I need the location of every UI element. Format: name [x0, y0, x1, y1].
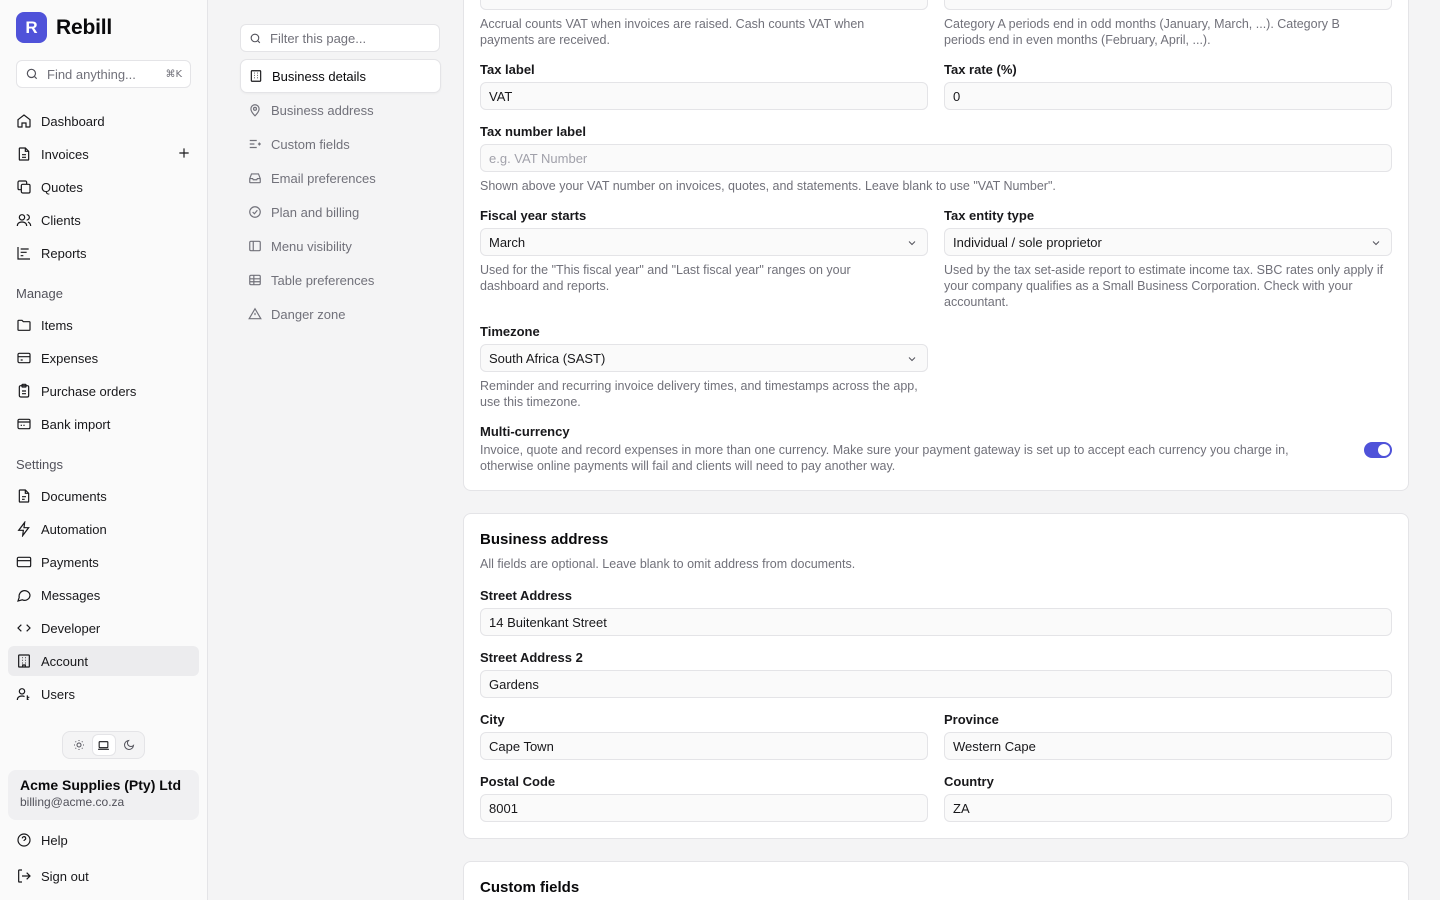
file-icon [16, 146, 32, 162]
nav-item-dashboard[interactable] [8, 106, 199, 136]
folder-icon [16, 317, 32, 333]
street-address-2-label: Street Address 2 [480, 650, 583, 665]
province-input[interactable]: Western Cape [944, 732, 1392, 760]
fiscal-year-label: Fiscal year starts [480, 208, 587, 223]
home-icon [16, 113, 32, 129]
subnav-label: Business address [271, 102, 374, 118]
tax-rate-label: Tax rate (%) [944, 62, 1017, 77]
search-icon [249, 32, 262, 45]
accounting-basis-hint: Accrual counts VAT when invoices are raised. Cash counts VAT when payments are received. [480, 17, 865, 47]
sidebar [0, 0, 208, 900]
nav-item-label: Users [41, 686, 75, 702]
nav-item-account[interactable] [8, 646, 199, 676]
nav-item-documents[interactable] [8, 481, 199, 511]
timezone-hint: Reminder and recurring invoice delivery times, and timestamps across the app, use this timezone. [480, 379, 918, 409]
multi-currency-toggle[interactable] [1364, 442, 1392, 458]
sign-out-label: Sign out [41, 868, 89, 884]
subnav-business-address[interactable] [240, 93, 441, 127]
settings-subnav [208, 0, 463, 900]
manage-heading: Manage [16, 286, 63, 301]
nav-item-label: Reports [41, 245, 87, 261]
nav-item-invoices[interactable] [8, 139, 199, 169]
building-icon [249, 69, 263, 83]
copy-icon [16, 179, 32, 195]
tax-rate-input[interactable]: 0 [944, 82, 1392, 110]
bolt-icon [16, 521, 32, 537]
company-email: billing@acme.co.za [20, 795, 125, 809]
nav-item-users[interactable] [8, 679, 199, 709]
brand[interactable] [16, 12, 112, 43]
sign-out-link[interactable] [8, 861, 199, 891]
table-icon [248, 273, 262, 287]
nav-item-label: Automation [41, 521, 107, 537]
search-icon [25, 67, 39, 81]
nav-item-label: Payments [41, 554, 99, 570]
subnav-label: Menu visibility [271, 238, 352, 254]
subnav-email-preferences[interactable] [240, 161, 441, 195]
chart-icon [16, 245, 32, 261]
chevron-down-icon [1370, 237, 1382, 249]
moon-icon [123, 739, 135, 751]
street-address-input[interactable]: 14 Buitenkant Street [480, 608, 1392, 636]
nav-item-expenses[interactable] [8, 343, 199, 373]
subnav-label: Danger zone [271, 306, 346, 322]
vat-category-hint: Category A periods end in odd months (January, March, ...). Category B periods end in even months (February, April, ...). [944, 17, 1340, 47]
map-pin-icon [248, 103, 262, 117]
tax-entity-label: Tax entity type [944, 208, 1035, 223]
nav-item-quotes[interactable] [8, 172, 199, 202]
tax-entity-value: Individual / sole proprietor [953, 234, 1102, 250]
theme-switcher [62, 731, 145, 759]
theme-dark-button[interactable] [118, 735, 140, 755]
tax-label-label: Tax label [480, 62, 535, 77]
nav-item-label: Dashboard [41, 113, 105, 129]
nav-item-bank-import[interactable] [8, 409, 199, 439]
bank-icon [16, 416, 32, 432]
fiscal-year-select[interactable] [480, 228, 928, 256]
user-key-icon [16, 686, 32, 702]
theme-system-button[interactable] [93, 735, 115, 755]
building-icon [16, 653, 32, 669]
street-address-label: Street Address [480, 588, 572, 603]
subnav-label: Table preferences [271, 272, 375, 288]
card-icon [16, 554, 32, 570]
filter-placeholder: Filter this page... [270, 30, 367, 46]
search-shortcut: ⌘K [165, 68, 182, 80]
theme-light-button[interactable] [68, 735, 90, 755]
app-name: Rebill [56, 15, 112, 39]
tax-entity-hint: Used by the tax set-aside report to estimate income tax. SBC rates only apply if your company qualifies as a Small Business Corporation. Check with your accountant. [944, 263, 1384, 309]
vat-category-select[interactable] [944, 0, 1392, 10]
fiscal-year-value: March [489, 234, 526, 250]
tax-entity-select[interactable] [944, 228, 1392, 256]
postal-code-input[interactable]: 8001 [480, 794, 928, 822]
nav-item-messages[interactable] [8, 580, 199, 610]
company-name: Acme Supplies (Pty) Ltd [20, 777, 182, 793]
business-address-subtitle: All fields are optional. Leave blank to omit address from documents. [480, 557, 856, 571]
nav-item-label: Account [41, 653, 88, 669]
subnav-plan-billing[interactable] [240, 195, 441, 229]
timezone-value: South Africa (SAST) [489, 350, 606, 366]
custom-fields-card [463, 861, 1409, 900]
message-icon [16, 587, 32, 603]
multi-currency-label: Multi-currency [480, 424, 570, 439]
nav-item-label: Clients [41, 212, 81, 228]
nav-item-label: Developer [41, 620, 101, 636]
add-invoice-icon[interactable] [177, 146, 191, 160]
nav-item-payments[interactable] [8, 547, 199, 577]
app-logo: R [16, 12, 47, 43]
tax-label-input[interactable]: VAT [480, 82, 928, 110]
code-icon [16, 620, 32, 636]
nav-item-label: Expenses [41, 350, 99, 366]
nav-item-label: Documents [41, 488, 107, 504]
warning-icon [248, 307, 262, 321]
country-label: Country [944, 774, 994, 789]
help-link[interactable] [8, 825, 199, 855]
timezone-label: Timezone [480, 324, 540, 339]
nav-item-purchase-orders[interactable] [8, 376, 199, 406]
subnav-menu-visibility[interactable] [240, 229, 441, 263]
fiscal-year-hint: Used for the "This fiscal year" and "Last fiscal year" ranges on your dashboard and reports. [480, 263, 851, 293]
nav-item-label: Quotes [41, 179, 83, 195]
help-icon [16, 832, 32, 848]
multi-currency-hint: Invoice, quote and record expenses in more than one currency. Make sure your payment gateway is set up to accept each currency you charge in, otherwise online payments will fail and clients will need to pay another way. [480, 443, 1289, 473]
subnav-business-details[interactable] [240, 59, 441, 93]
chevron-down-icon [906, 237, 918, 249]
subnav-label: Plan and billing [271, 204, 360, 220]
postal-code-label: Postal Code [480, 774, 556, 789]
list-plus-icon [248, 137, 262, 151]
subnav-label: Business details [272, 68, 366, 84]
company-switcher[interactable] [8, 770, 199, 820]
tax-number-hint: Shown above your VAT number on invoices, quotes, and statements. Leave blank to use "VAT Number". [480, 179, 1056, 193]
subnav-label: Custom fields [271, 136, 350, 152]
accounting-basis-select[interactable] [480, 0, 928, 10]
business-address-title: Business address [480, 531, 609, 548]
tax-number-label-input[interactable]: e.g. VAT Number [480, 144, 1392, 172]
nav-item-label: Purchase orders [41, 383, 137, 399]
global-search-input[interactable] [16, 60, 191, 88]
city-input[interactable]: Cape Town [480, 732, 928, 760]
settings-heading: Settings [16, 457, 63, 472]
laptop-icon [97, 739, 110, 752]
nav-item-reports[interactable] [8, 238, 199, 268]
street-address-2-input[interactable]: Gardens [480, 670, 1392, 698]
subnav-table-preferences[interactable] [240, 263, 441, 297]
help-label: Help [41, 832, 68, 848]
logout-icon [16, 868, 32, 884]
nav-item-label: Messages [41, 587, 101, 603]
check-circle-icon [248, 205, 262, 219]
nav-item-label: Items [41, 317, 73, 333]
sidebar-icon [248, 239, 262, 253]
subnav-danger-zone[interactable] [240, 297, 441, 331]
province-label: Province [944, 712, 999, 727]
document-icon [16, 488, 32, 504]
search-placeholder: Find anything... [47, 66, 136, 82]
country-input[interactable]: ZA [944, 794, 1392, 822]
users-icon [16, 212, 32, 228]
nav-item-label: Bank import [41, 416, 111, 432]
nav-item-automation[interactable] [8, 514, 199, 544]
nav-item-developer[interactable] [8, 613, 199, 643]
sun-icon [73, 739, 85, 751]
tax-number-label: Tax number label [480, 124, 586, 139]
subnav-label: Email preferences [271, 170, 376, 186]
clipboard-icon [16, 383, 32, 399]
timezone-select[interactable] [480, 344, 928, 372]
nav-item-label: Invoices [41, 146, 89, 162]
nav-item-clients[interactable] [8, 205, 199, 235]
inbox-icon [248, 171, 262, 185]
custom-fields-title: Custom fields [480, 879, 580, 896]
chevron-down-icon [906, 353, 918, 365]
filter-input[interactable] [240, 24, 440, 52]
subnav-custom-fields[interactable] [240, 127, 441, 161]
wallet-icon [16, 350, 32, 366]
city-label: City [480, 712, 505, 727]
nav-item-items[interactable] [8, 310, 199, 340]
